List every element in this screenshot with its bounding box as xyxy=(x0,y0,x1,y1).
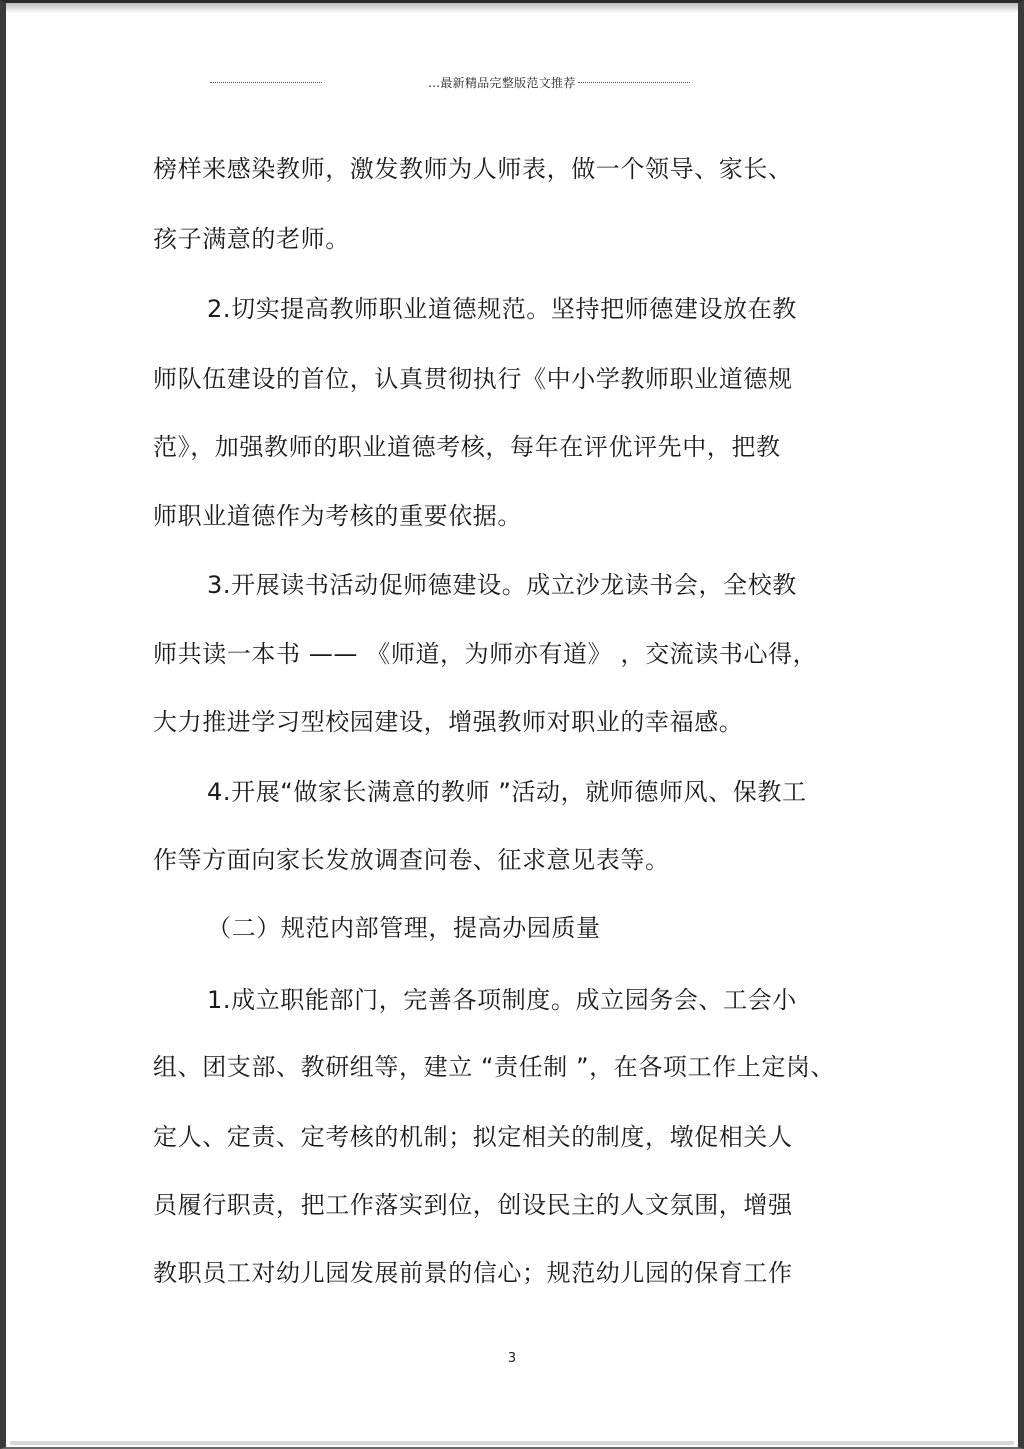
body-line: 教职员工对幼儿园发展前景的信心；规范幼儿园的保育工作 xyxy=(153,1259,793,1287)
header-title: ...最新精品完整版范文推荐 xyxy=(428,75,576,90)
body-line: 定人、定责、定考核的机制；拟定相关的制度，墩促相关人 xyxy=(153,1123,793,1151)
body-line: 作等方面向家长发放调查问卷、征求意见表等。 xyxy=(153,846,670,874)
body-line: 孩子满意的老师。 xyxy=(153,225,350,253)
body-line: 师队伍建设的首位，认真贯彻执行《中小学教师职业道德规 xyxy=(153,365,793,393)
body-line: 组、团支部、教研组等，建立 “责任制 ”，在各项工作上定岗、 xyxy=(153,1053,836,1081)
page-header xyxy=(210,72,714,92)
body-line: 师共读一本书 —— 《师道，为师亦有道》 ，交流读书心得， xyxy=(153,640,818,668)
section-heading: （二）规范内部管理，提高办园质量 xyxy=(207,914,601,942)
body-line: 榜样来感染教师，激发教师为人师表，做一个领导、家长、 xyxy=(153,155,793,183)
body-line: 大力推进学习型校园建设，增强教师对职业的幸福感。 xyxy=(153,708,744,736)
header-dotted-rule-right xyxy=(578,81,690,83)
body-line: 师职业道德作为考核的重要依据。 xyxy=(153,502,522,530)
body-line: 员履行职责，把工作落实到位，创设民主的人文氛围，增强 xyxy=(153,1191,793,1219)
header-dotted-rule-left xyxy=(210,81,322,83)
paragraph-heading-4: 4.开展“做家长满意的教师 ”活动，就师德师风、保教工 xyxy=(207,778,807,806)
body-line: 范》，加强教师的职业道德考核，每年在评优评先中，把教 xyxy=(153,433,781,461)
paragraph-heading-3: 3.开展读书活动促师德建设。成立沙龙读书会，全校教 xyxy=(207,571,797,599)
page-number: 3 xyxy=(507,1351,517,1366)
paragraph-heading-2: 2.切实提高教师职业道德规范。坚持把师德建设放在教 xyxy=(207,295,797,323)
paragraph-heading-1: 1.成立职能部门，完善各项制度。成立园务会、工会小 xyxy=(207,986,797,1014)
